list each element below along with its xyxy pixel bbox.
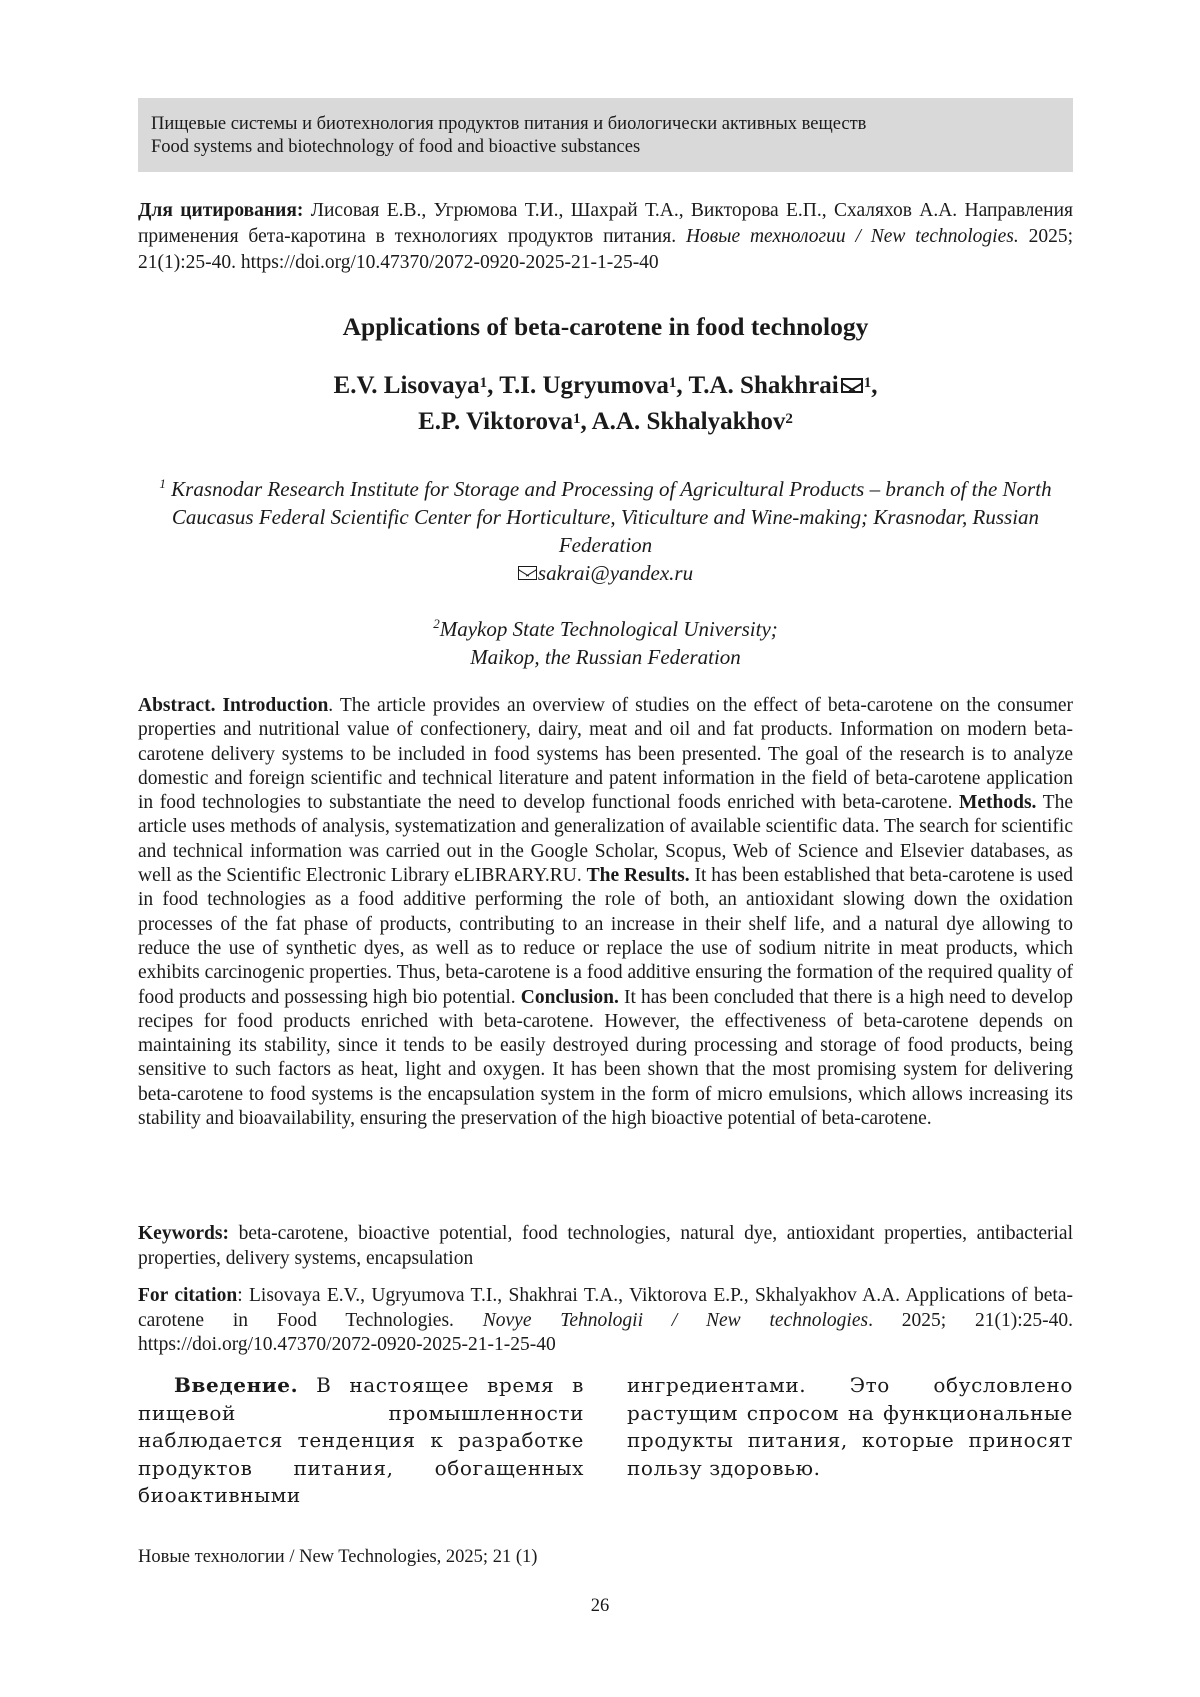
citation-ru-label: Для цитирования: (138, 200, 304, 221)
author-sup: 2 (785, 411, 793, 427)
citation-ru-text: Лисовая Е.В., Угрюмова Т.И., Шахрай Т.А., Викторова Е.П., Схаляхов А.А. Направления применения бета-каротина в технологиях продуктов питания. (138, 200, 1073, 247)
affiliation-2-line-2: Maikop, the Russian Federation (470, 645, 741, 669)
abstract-intro: . The article provides an overview of studies on the effect of beta-carotene on the consumer properties and nutritional value of confectionery, dairy, meat and oil and fat products. Information on modern beta-carotene delivery systems to be included in food systems has been presented. The goal of the research is to analyze domestic and foreign scientific and technical literature and patent information in the field of beta-carotene application in food technologies to substantiate the need to develop functional foods enriched with beta-carotene. (138, 695, 1074, 814)
keywords (138, 1222, 1073, 1271)
author-sup: 1 (668, 375, 677, 391)
keywords-label: Keywords: (138, 1223, 229, 1244)
abstract (138, 694, 1073, 1131)
abstract-label: Abstract. (138, 695, 216, 716)
author-line-2: E.P. Viktorova$^1$, A.A. Skhalyakhov$^2$ (418, 408, 793, 435)
author-sup: 1 (572, 411, 581, 427)
page-number: 26 (590, 1596, 610, 1616)
author-sup: 1 (863, 375, 872, 391)
citation-en-details: . 2025; 21(1):25-40. https://doi.org/10.47370/2072-0920-2025-21-1-25-40 (138, 1309, 1073, 1355)
affiliation-1 (138, 470, 1073, 587)
email-link[interactable]: sakrai@yandex.ru (537, 561, 694, 585)
abstract-intro-label: Introduction (222, 695, 329, 716)
body-column-right (627, 1372, 1073, 1482)
citation-en (138, 1284, 1073, 1358)
abstract-results: It has been established that beta-carotene is used in food technologies as a food additive performing the role of both, an antioxidant slowing down the oxidation processes of the fat phase of products, contributing to an increase in their shelf life, and a natural dye allowing to reduce the use of synthetic dyes, as well as to reduce or replace the use of sodium nitrite in meat products, which exhibits carcinogenic properties. Thus, beta-carotene is a food additive ensuring the formation of the required quality of food products and possessing high bio potential. (138, 865, 1073, 1008)
author-viktorova: E.P. Viktorova (418, 408, 573, 435)
envelope-icon (518, 566, 537, 580)
abstract-results-label: The Results. (586, 865, 690, 887)
citation-en-label: For citation (138, 1285, 238, 1306)
affiliation-2-line-1: $^2$Maykop State Technological University; (433, 616, 778, 641)
footer-journal: Новые технологии / New Technologies, 2025; 21 (1) (138, 1547, 538, 1567)
author-list (138, 368, 1073, 440)
intro-text-left: В настоящее время в пищевой промышленности наблюдается тенденция к разработке продуктов питания, обогащенных биоактивными (138, 1373, 584, 1507)
affiliation-2 (138, 610, 1073, 671)
abstract-conclusion: It has been concluded that there is a high need to develop recipes for food products enriched with beta-carotene. However, the effectiveness of beta-carotene depends on maintaining its stability, since it tends to be easily destroyed during processing and storage of food products, being sensitive to such factors as heat, light and oxygen. It has been shown that the most promising system for delivering beta-carotene to food systems is the encapsulation system in the form of micro emulsions, which allows increasing its stability and bioavailability, ensuring the preservation of the high bioactive potential of beta-carotene. (138, 986, 1073, 1130)
author-ugryumova: T.I. Ugryumova (499, 372, 669, 399)
abstract-methods-label: Methods. (958, 792, 1037, 814)
keywords-text: beta-carotene, bioactive potential, food technologies, natural dye, antioxidant properties, antibacterial properties, delivery systems, encapsulation (138, 1223, 1073, 1269)
affiliation-2-number: 2 (433, 616, 440, 631)
envelope-icon (841, 378, 863, 393)
author-skhalyakhov: A.A. Skhalyakhov (591, 408, 786, 435)
body-column-left (138, 1372, 584, 1510)
article-title: Applications of beta-carotene in food technology (342, 312, 869, 341)
intro-text-right: ингредиентами. Это обусловлено растущим спросом на функциональные продукты питания, которые приносят пользу здоровью. (627, 1373, 1073, 1480)
section-header-ru: Пищевые системы и биотехнология продуктов питания и биологически активных веществ (151, 114, 867, 134)
section-header-band (138, 98, 1073, 172)
citation-ru-journal: Новые технологии / New technologies. (685, 226, 1019, 247)
citation-ru-details: 2025; 21(1):25-40. https://doi.org/10.47370/2072-0920-2025-21-1-25-40 (138, 226, 1073, 273)
corresponding-email (138, 559, 1073, 587)
author-sup: 1 (479, 375, 488, 391)
intro-heading: Введение. (174, 1373, 299, 1397)
section-header-en: Food systems and biotechnology of food and bioactive substances (151, 137, 641, 157)
abstract-conclusion-label: Conclusion. (520, 986, 619, 1008)
abstract-methods: The article uses methods of analysis, systematization and generalization of available scientific data. The search for scientific and technical information was carried out in the Google Scholar, Scopus, Web of Science and Elsevier databases, as well as the Scientific Electronic Library eLIBRARY.RU. (138, 792, 1074, 887)
citation-en-journal: Novye Tehnologii / New technologies (482, 1309, 869, 1331)
author-shakhrai: T.A. Shakhrai (688, 372, 839, 399)
citation-en-text: : Lisovaya E.V., Ugryumova T.I., Shakhrai T.A., Viktorova E.P., Skhalyakhov A.A. Applications of beta-carotene in Food Technologies. (138, 1285, 1073, 1331)
affiliation-1-text: $^1$ Krasnodar Research Institute for Storage and Processing of Agricultural Products – branch of the North Caucasus Federal Scientific Center for Horticulture, Viticulture and Wine-making; Krasnodar, Russian Federation (159, 476, 1052, 557)
author-lisovaya: E.V. Lisovaya (333, 372, 480, 399)
affiliation-1-number: 1 (159, 476, 166, 491)
citation-ru (138, 198, 1073, 276)
author-line-1: E.V. Lisovaya$^1$, T.I. Ugryumova$^1$, T.A. Shakhrai $^1$, (333, 372, 878, 399)
